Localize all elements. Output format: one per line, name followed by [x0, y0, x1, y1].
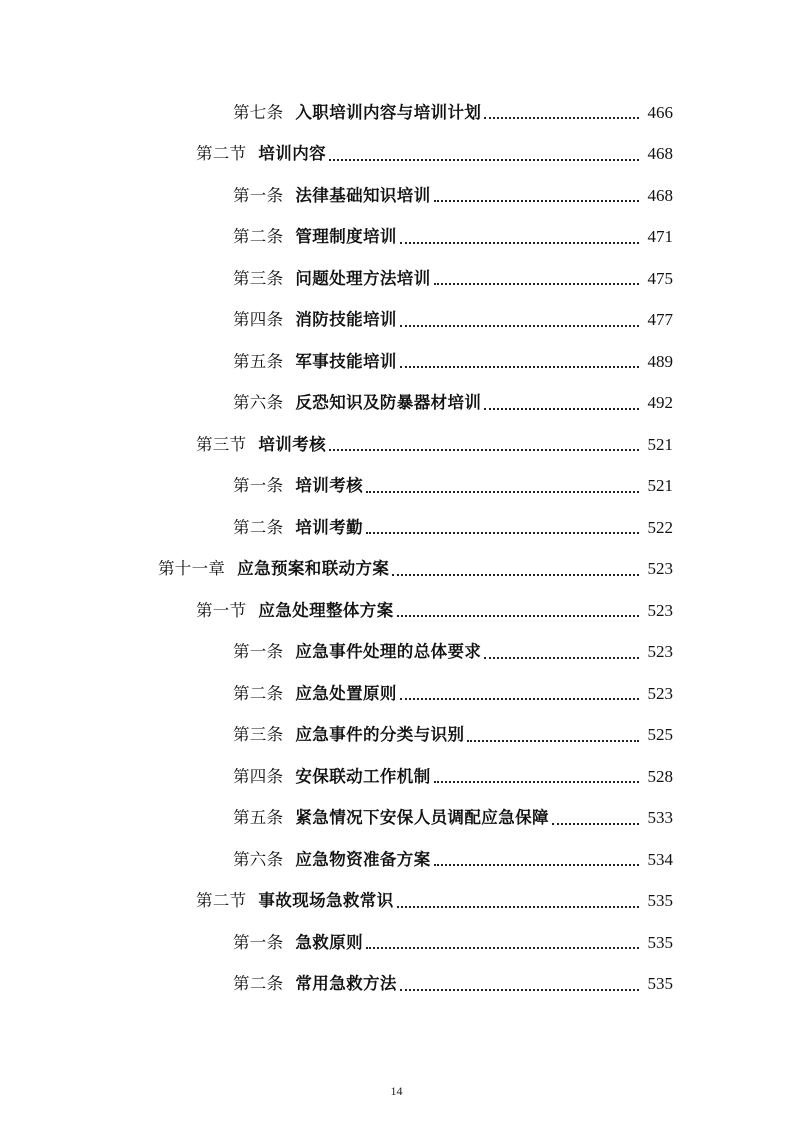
toc-entry[interactable] [0, 798, 793, 840]
dot-leader [484, 116, 639, 119]
toc-entry-page: 522 [647, 517, 673, 537]
toc-entry-title: 应急处理整体方案 [258, 600, 394, 620]
toc-entry-page: 534 [647, 849, 673, 869]
toc-entry-label: 第四条 [233, 766, 284, 786]
toc-entry[interactable] [0, 922, 793, 964]
toc-entry-page: 468 [647, 185, 673, 205]
toc-entry[interactable] [0, 134, 793, 176]
dot-leader [397, 905, 639, 908]
toc-entry-label: 第六条 [233, 849, 284, 869]
toc-entry-label: 第十一章 [158, 559, 226, 579]
dot-leader [484, 656, 639, 659]
toc-entry-label: 第一条 [233, 642, 284, 662]
dot-leader [366, 531, 639, 534]
dot-leader [434, 199, 639, 202]
toc-entry[interactable] [0, 673, 793, 715]
toc-entry[interactable] [0, 466, 793, 508]
toc-entry[interactable] [0, 258, 793, 300]
toc-entry-label: 第三节 [196, 434, 247, 454]
toc-entry-label: 第五条 [233, 351, 284, 371]
toc-entry[interactable] [0, 715, 793, 757]
toc-entry-page: 492 [647, 393, 673, 413]
toc-entry-title: 紧急情况下安保人员调配应急保障 [295, 808, 549, 828]
page-number: 14 [390, 1084, 403, 1098]
toc-entry-page: 523 [647, 642, 673, 662]
toc-entry-label: 第二条 [233, 227, 284, 247]
toc-entry-title: 应急事件的分类与识别 [295, 725, 465, 745]
toc-entry-page: 471 [647, 227, 673, 247]
toc-entry-label: 第一条 [233, 932, 284, 952]
toc-entry-title: 事故现场急救常识 [258, 891, 394, 911]
toc-entry-page: 521 [647, 434, 673, 454]
toc-entry-label: 第一条 [233, 185, 284, 205]
toc-entry[interactable] [0, 217, 793, 259]
dot-leader [400, 324, 639, 327]
toc-entry-title: 消防技能培训 [295, 310, 397, 330]
toc-entry-page: 523 [647, 683, 673, 703]
toc-entry[interactable] [0, 881, 793, 923]
toc-entry-title: 反恐知识及防暴器材培训 [295, 393, 482, 413]
toc-entry-title: 军事技能培训 [295, 351, 397, 371]
toc-entry-page: 533 [647, 808, 673, 828]
dot-leader [400, 241, 639, 244]
toc-entry-title: 应急物资准备方案 [295, 849, 431, 869]
toc-entry-page: 523 [647, 559, 673, 579]
dot-leader [434, 282, 639, 285]
dot-leader [400, 365, 639, 368]
toc-entry-label: 第二节 [196, 891, 247, 911]
dot-leader [392, 573, 639, 576]
dot-leader [400, 697, 639, 700]
table-of-contents [0, 92, 793, 1005]
toc-entry-title: 急救原则 [295, 932, 364, 952]
toc-entry-page: 525 [647, 725, 673, 745]
toc-entry-page: 475 [647, 268, 673, 288]
toc-entry-title: 问题处理方法培训 [295, 268, 431, 288]
dot-leader [484, 407, 639, 410]
toc-entry[interactable] [0, 175, 793, 217]
toc-entry-label: 第二条 [233, 517, 284, 537]
toc-entry-page: 528 [647, 766, 673, 786]
toc-entry[interactable] [0, 964, 793, 1006]
toc-entry-title: 入职培训内容与培训计划 [295, 102, 482, 122]
toc-entry-label: 第一节 [196, 600, 247, 620]
dot-leader [434, 863, 639, 866]
toc-entry-title: 培训考核 [258, 434, 327, 454]
toc-entry-label: 第七条 [233, 102, 284, 122]
toc-entry-title: 管理制度培训 [295, 227, 397, 247]
toc-entry-title: 安保联动工作机制 [295, 766, 431, 786]
toc-entry-title: 培训考勤 [295, 517, 364, 537]
toc-entry-title: 培训内容 [258, 144, 327, 164]
dot-leader [400, 988, 639, 991]
toc-entry-label: 第四条 [233, 310, 284, 330]
toc-entry-page: 466 [647, 102, 673, 122]
dot-leader [467, 739, 639, 742]
dot-leader [366, 946, 639, 949]
toc-entry-label: 第二条 [233, 974, 284, 994]
toc-entry[interactable] [0, 590, 793, 632]
toc-entry-label: 第三条 [233, 725, 284, 745]
toc-entry-title: 法律基础知识培训 [295, 185, 431, 205]
toc-entry-page: 477 [647, 310, 673, 330]
toc-entry-page: 521 [647, 476, 673, 496]
toc-entry[interactable] [0, 383, 793, 425]
toc-entry-page: 535 [647, 932, 673, 952]
toc-entry[interactable] [0, 549, 793, 591]
dot-leader [329, 158, 639, 161]
toc-entry[interactable] [0, 92, 793, 134]
toc-entry[interactable] [0, 341, 793, 383]
toc-entry[interactable] [0, 839, 793, 881]
toc-entry-label: 第二节 [196, 144, 247, 164]
toc-entry-label: 第一条 [233, 476, 284, 496]
toc-entry-title: 应急事件处理的总体要求 [295, 642, 482, 662]
toc-entry-page: 489 [647, 351, 673, 371]
dot-leader [434, 780, 639, 783]
toc-entry-page: 535 [647, 974, 673, 994]
toc-entry[interactable] [0, 632, 793, 674]
toc-entry-label: 第六条 [233, 393, 284, 413]
toc-entry-page: 523 [647, 600, 673, 620]
toc-entry[interactable] [0, 507, 793, 549]
toc-entry-title: 培训考核 [295, 476, 364, 496]
toc-entry-page: 535 [647, 891, 673, 911]
toc-entry[interactable] [0, 756, 793, 798]
toc-entry-label: 第三条 [233, 268, 284, 288]
dot-leader [366, 490, 639, 493]
dot-leader [397, 614, 639, 617]
toc-entry-title: 常用急救方法 [295, 974, 397, 994]
toc-entry[interactable] [0, 300, 793, 342]
toc-entry[interactable] [0, 424, 793, 466]
toc-entry-page: 468 [647, 144, 673, 164]
toc-entry-label: 第二条 [233, 683, 284, 703]
dot-leader [552, 822, 639, 825]
toc-entry-label: 第五条 [233, 808, 284, 828]
toc-entry-title: 应急处置原则 [295, 683, 397, 703]
dot-leader [329, 448, 639, 451]
toc-entry-title: 应急预案和联动方案 [237, 559, 390, 579]
